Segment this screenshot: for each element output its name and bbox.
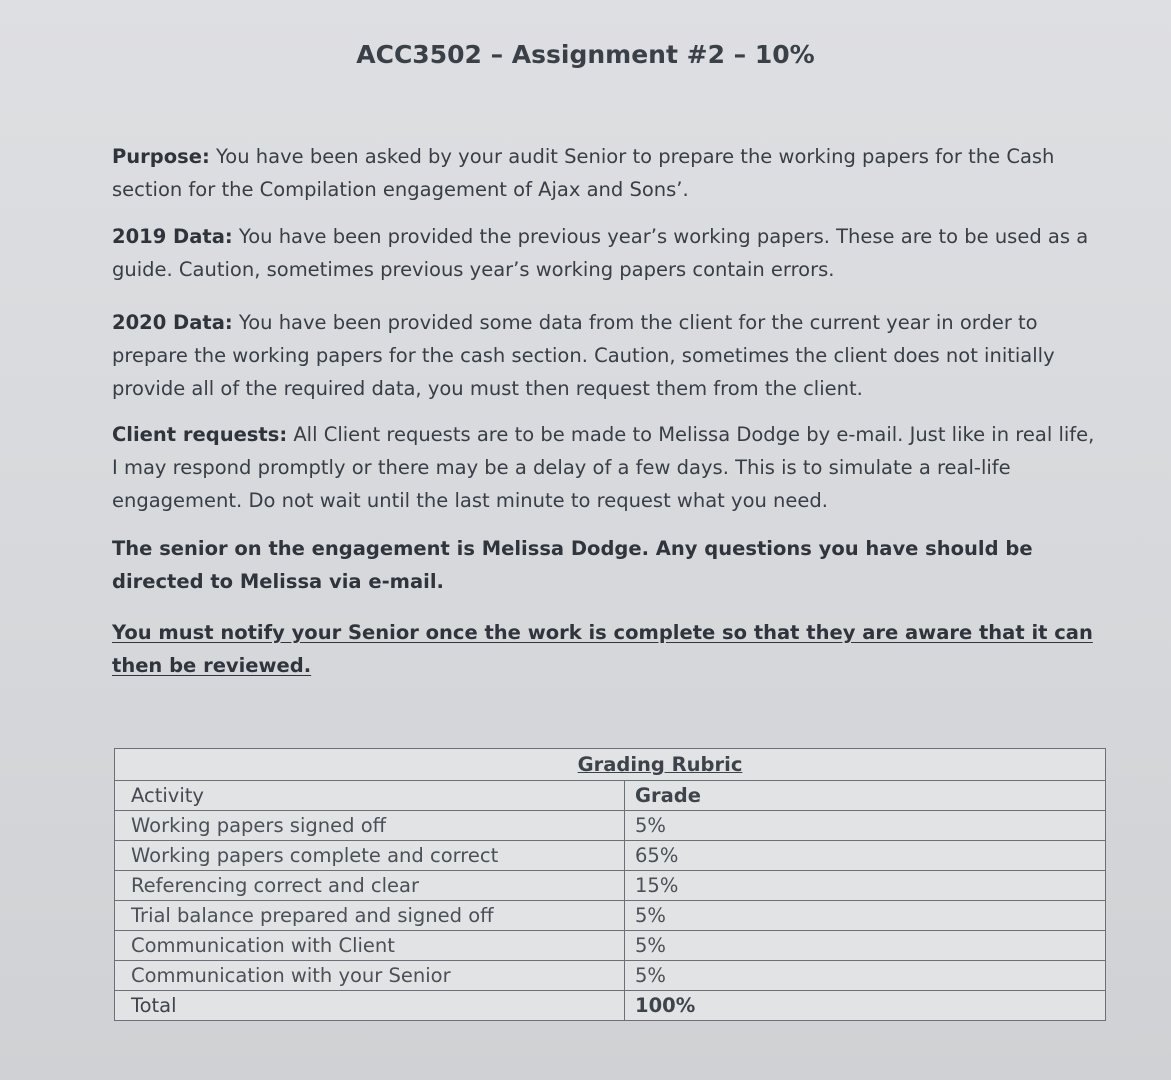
table-row: [115, 901, 1106, 931]
activity-cell: Referencing correct and clear: [115, 871, 625, 901]
grade-cell: 5%: [625, 811, 1106, 841]
rubric-title-text: Grading Rubric: [577, 753, 743, 776]
activity-cell: Trial balance prepared and signed off: [115, 901, 625, 931]
grade-cell: 5%: [625, 931, 1106, 961]
table-row: [115, 961, 1106, 991]
rubric-header-row: [115, 781, 1106, 811]
grade-cell: 5%: [625, 901, 1106, 931]
data-2019-paragraph: [112, 220, 1102, 286]
client-requests-label: Client requests:: [112, 423, 288, 446]
grade-cell: 5%: [625, 961, 1106, 991]
data-2019-label: 2019 Data:: [112, 225, 233, 248]
activity-cell: Communication with Client: [115, 931, 625, 961]
total-label-cell: Total: [115, 991, 625, 1021]
activity-cell: Working papers complete and correct: [115, 841, 625, 871]
data-2019-text: You have been provided the previous year’s working papers. These are to be used as a guide. Caution, sometimes previous year’s working papers contain errors.: [112, 225, 1089, 281]
purpose-paragraph: [112, 140, 1102, 206]
table-row: [115, 841, 1106, 871]
activity-column-header: Activity: [115, 781, 625, 811]
data-2020-label: 2020 Data:: [112, 311, 233, 334]
table-row: [115, 871, 1106, 901]
grade-column-header: Grade: [625, 781, 1106, 811]
data-2020-text: You have been provided some data from the client for the current year in order to prepare the working papers for the cash section. Caution, sometimes the client does not initially provide all of the required data, you must then request them from the client.: [112, 311, 1055, 400]
purpose-label: Purpose:: [112, 145, 210, 168]
document-title: ACC3502 – Assignment #2 – 10%: [356, 40, 815, 69]
client-requests-text: All Client requests are to be made to Melissa Dodge by e-mail. Just like in real life, I may respond promptly or there may be a delay of a few days. This is to simulate a real-life engagement. Do not wait until the last minute to request what you need.: [112, 423, 1095, 512]
activity-cell: Communication with your Senior: [115, 961, 625, 991]
table-row: [115, 931, 1106, 961]
grade-cell: 15%: [625, 871, 1106, 901]
table-row: [115, 811, 1106, 841]
data-2020-paragraph: [112, 306, 1102, 405]
grade-cell: 65%: [625, 841, 1106, 871]
purpose-text: You have been asked by your audit Senior to prepare the working papers for the Cash section for the Compilation engagement of Ajax and Sons’.: [112, 145, 1055, 201]
rubric-title-row: [115, 749, 1106, 781]
grading-rubric-table: [114, 748, 1106, 1021]
rubric-title: [115, 749, 1106, 781]
total-grade-cell: 100%: [625, 991, 1106, 1021]
client-requests-paragraph: [112, 418, 1102, 517]
activity-cell: Working papers signed off: [115, 811, 625, 841]
senior-paragraph: The senior on the engagement is Melissa Dodge. Any questions you have should be directed to Melissa via e-mail.: [112, 537, 1033, 593]
total-row: [115, 991, 1106, 1021]
notify-paragraph: You must notify your Senior once the work is complete so that they are aware that it can then be reviewed.: [112, 621, 1093, 677]
